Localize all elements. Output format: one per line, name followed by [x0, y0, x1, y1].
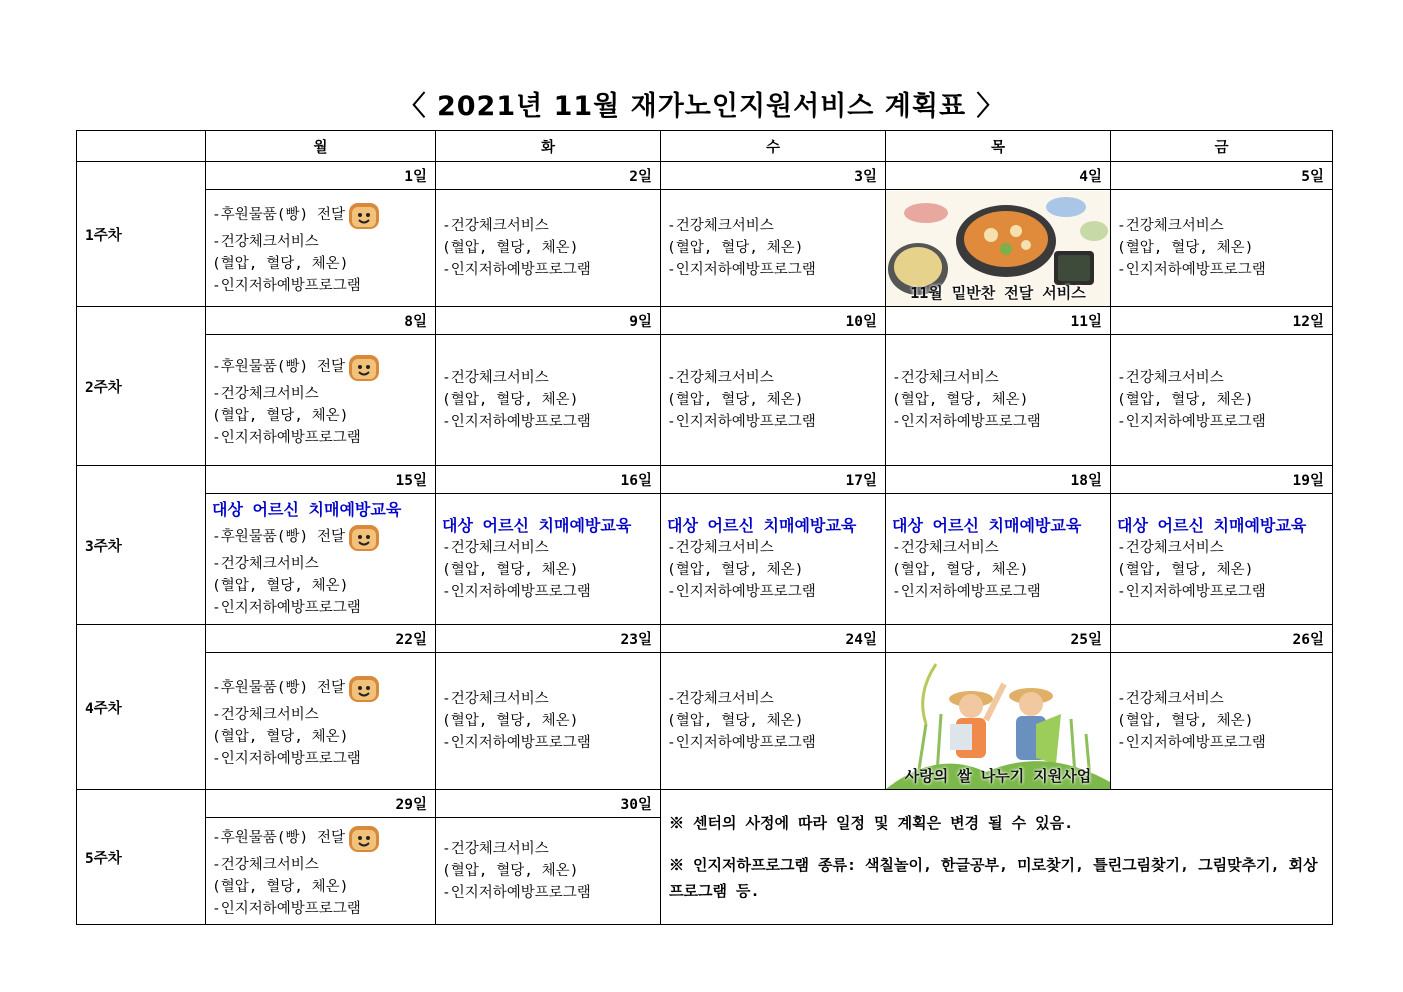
day-cell — [206, 494, 436, 625]
health-detail-text: (혈압, 혈당, 체온) — [892, 562, 1029, 578]
health-detail-text: (혈압, 혈당, 체온) — [667, 562, 804, 578]
day-cell — [661, 190, 886, 307]
date-label: 22일 — [206, 625, 436, 653]
health-text: -건강체크서비스 — [442, 540, 549, 556]
health-detail-text: (혈압, 혈당, 체온) — [442, 863, 579, 879]
day-cell — [1111, 190, 1333, 307]
health-detail-text: (혈압, 혈당, 체온) — [1117, 562, 1254, 578]
education-text: 대상 어르신 치매예방교육 — [442, 516, 632, 535]
donation-text: -후원물품(빵) 전달 — [212, 359, 345, 375]
day-cell — [661, 494, 886, 625]
date-label: 5일 — [1111, 162, 1333, 190]
dementia-text: -인지저하예방프로그램 — [892, 414, 1041, 430]
health-text: -건강체크서비스 — [892, 370, 999, 386]
day-cell — [206, 190, 436, 307]
schedule-table — [76, 130, 1333, 925]
day-cell — [206, 335, 436, 466]
health-text: -건강체크서비스 — [667, 370, 774, 386]
health-text: -건강체크서비스 — [1117, 691, 1224, 707]
week-label: 3주차 — [77, 466, 206, 625]
health-detail-text: (혈압, 혈당, 체온) — [212, 256, 349, 272]
bread-icon — [347, 672, 381, 704]
health-detail-text: (혈압, 혈당, 체온) — [667, 240, 804, 256]
health-text: -건강체크서비스 — [442, 370, 549, 386]
education-text: 대상 어르신 치매예방교육 — [892, 516, 1082, 535]
bread-icon — [347, 199, 381, 231]
dementia-text: -인지저하예방프로그램 — [1117, 735, 1266, 751]
health-detail-text: (혈압, 혈당, 체온) — [442, 713, 579, 729]
donation-text: -후원물품(빵) 전달 — [212, 830, 345, 846]
health-detail-text: (혈압, 혈당, 체온) — [212, 729, 349, 745]
bread-icon — [347, 822, 381, 854]
health-detail-text: (혈압, 혈당, 체온) — [442, 392, 579, 408]
health-detail-text: (혈압, 혈당, 체온) — [1117, 240, 1254, 256]
health-text: -건강체크서비스 — [212, 857, 319, 873]
rice-cell — [886, 653, 1111, 790]
dementia-text: -인지저하예방프로그램 — [442, 414, 591, 430]
education-text: 대상 어르신 치매예방교육 — [212, 500, 402, 519]
date-label: 3일 — [661, 162, 886, 190]
day-header-thu: 목 — [886, 131, 1111, 162]
date-label: 17일 — [661, 466, 886, 494]
day-cell — [661, 335, 886, 466]
note-program-types: ※ 인지저하프로그램 종류: 색칠놀이, 한글공부, 미로찾기, 틀린그림찾기, 그림맞추기, 회상프로그램 등. — [669, 856, 1318, 900]
dementia-text: -인지저하예방프로그램 — [442, 584, 591, 600]
week-label: 5주차 — [77, 790, 206, 925]
health-detail-text: (혈압, 혈당, 체온) — [1117, 392, 1254, 408]
dementia-text: -인지저하예방프로그램 — [1117, 584, 1266, 600]
day-cell — [436, 494, 661, 625]
day-header-fri: 금 — [1111, 131, 1333, 162]
health-detail-text: (혈압, 혈당, 체온) — [442, 562, 579, 578]
date-label: 30일 — [436, 790, 661, 818]
day-header-tue: 화 — [436, 131, 661, 162]
health-detail-text: (혈압, 혈당, 체온) — [442, 240, 579, 256]
health-text: -건강체크서비스 — [442, 841, 549, 857]
donation-text: -후원물품(빵) 전달 — [212, 529, 345, 545]
date-label: 29일 — [206, 790, 436, 818]
health-detail-text: (혈압, 혈당, 체온) — [212, 408, 349, 424]
health-detail-text: (혈압, 혈당, 체온) — [892, 392, 1029, 408]
week-label: 4주차 — [77, 625, 206, 790]
note-schedule-change: ※ 센터의 사정에 따라 일정 및 계획은 변경 될 수 있음. — [669, 814, 1074, 832]
dementia-text: -인지저하예방프로그램 — [667, 735, 816, 751]
day-cell — [206, 653, 436, 790]
dementia-text: -인지저하예방프로그램 — [212, 600, 361, 616]
health-text: -건강체크서비스 — [892, 540, 999, 556]
date-label: 23일 — [436, 625, 661, 653]
health-detail-text: (혈압, 혈당, 체온) — [212, 879, 349, 895]
dementia-text: -인지저하예방프로그램 — [212, 278, 361, 294]
dementia-text: -인지저하예방프로그램 — [212, 901, 361, 917]
day-cell — [1111, 494, 1333, 625]
side-dish-caption: 11월 밑반찬 전달 서비스 — [910, 283, 1086, 302]
education-text: 대상 어르신 치매예방교육 — [667, 516, 857, 535]
day-header-mon: 월 — [206, 131, 436, 162]
date-label: 1일 — [206, 162, 436, 190]
corner-cell — [77, 131, 206, 162]
day-cell — [436, 335, 661, 466]
health-detail-text: (혈압, 혈당, 체온) — [212, 578, 349, 594]
health-detail-text: (혈압, 혈당, 체온) — [1117, 713, 1254, 729]
rice-sharing-caption: 사랑의 쌀 나누기 지원사업 — [904, 766, 1092, 785]
health-text: -건강체크서비스 — [667, 540, 774, 556]
day-cell — [436, 653, 661, 790]
dementia-text: -인지저하예방프로그램 — [1117, 414, 1266, 430]
date-label: 15일 — [206, 466, 436, 494]
side-dish-cell — [886, 190, 1111, 307]
donation-text: -후원물품(빵) 전달 — [212, 680, 345, 696]
health-detail-text: (혈압, 혈당, 체온) — [667, 392, 804, 408]
bread-icon — [347, 351, 381, 383]
day-cell — [1111, 335, 1333, 466]
date-label: 8일 — [206, 307, 436, 335]
health-text: -건강체크서비스 — [1117, 370, 1224, 386]
date-label: 12일 — [1111, 307, 1333, 335]
week-label: 1주차 — [77, 162, 206, 307]
bread-icon — [347, 521, 381, 553]
day-cell — [1111, 653, 1333, 790]
education-text: 대상 어르신 치매예방교육 — [1117, 516, 1307, 535]
health-text: -건강체크서비스 — [212, 556, 319, 572]
week-label: 2주차 — [77, 307, 206, 466]
dementia-text: -인지저하예방프로그램 — [442, 735, 591, 751]
health-text: -건강체크서비스 — [442, 691, 549, 707]
day-cell — [436, 818, 661, 925]
health-text: -건강체크서비스 — [442, 218, 549, 234]
date-label: 11일 — [886, 307, 1111, 335]
day-cell — [436, 190, 661, 307]
health-text: -건강체크서비스 — [212, 707, 319, 723]
dementia-text: -인지저하예방프로그램 — [212, 430, 361, 446]
date-label: 9일 — [436, 307, 661, 335]
date-label: 26일 — [1111, 625, 1333, 653]
health-text: -건강체크서비스 — [212, 386, 319, 402]
dementia-text: -인지저하예방프로그램 — [667, 584, 816, 600]
notes-cell — [661, 790, 1333, 925]
day-header-wed: 수 — [661, 131, 886, 162]
page-title: 〈 2021년 11월 재가노인지원서비스 계획표 〉 — [398, 91, 1005, 122]
date-label: 18일 — [886, 466, 1111, 494]
date-label: 25일 — [886, 625, 1111, 653]
date-label: 10일 — [661, 307, 886, 335]
date-label: 2일 — [436, 162, 661, 190]
day-cell — [886, 494, 1111, 625]
dementia-text: -인지저하예방프로그램 — [1117, 262, 1266, 278]
day-cell — [206, 818, 436, 925]
health-text: -건강체크서비스 — [212, 234, 319, 250]
health-text: -건강체크서비스 — [1117, 540, 1224, 556]
dementia-text: -인지저하예방프로그램 — [442, 885, 591, 901]
date-label: 16일 — [436, 466, 661, 494]
dementia-text: -인지저하예방프로그램 — [892, 584, 1041, 600]
donation-text: -후원물품(빵) 전달 — [212, 207, 345, 223]
dementia-text: -인지저하예방프로그램 — [212, 751, 361, 767]
date-label: 4일 — [886, 162, 1111, 190]
day-cell — [886, 335, 1111, 466]
health-text: -건강체크서비스 — [667, 218, 774, 234]
dementia-text: -인지저하예방프로그램 — [667, 262, 816, 278]
date-label: 24일 — [661, 625, 886, 653]
dementia-text: -인지저하예방프로그램 — [442, 262, 591, 278]
date-label: 19일 — [1111, 466, 1333, 494]
health-detail-text: (혈압, 혈당, 체온) — [667, 713, 804, 729]
dementia-text: -인지저하예방프로그램 — [667, 414, 816, 430]
health-text: -건강체크서비스 — [667, 691, 774, 707]
day-cell — [661, 653, 886, 790]
health-text: -건강체크서비스 — [1117, 218, 1224, 234]
